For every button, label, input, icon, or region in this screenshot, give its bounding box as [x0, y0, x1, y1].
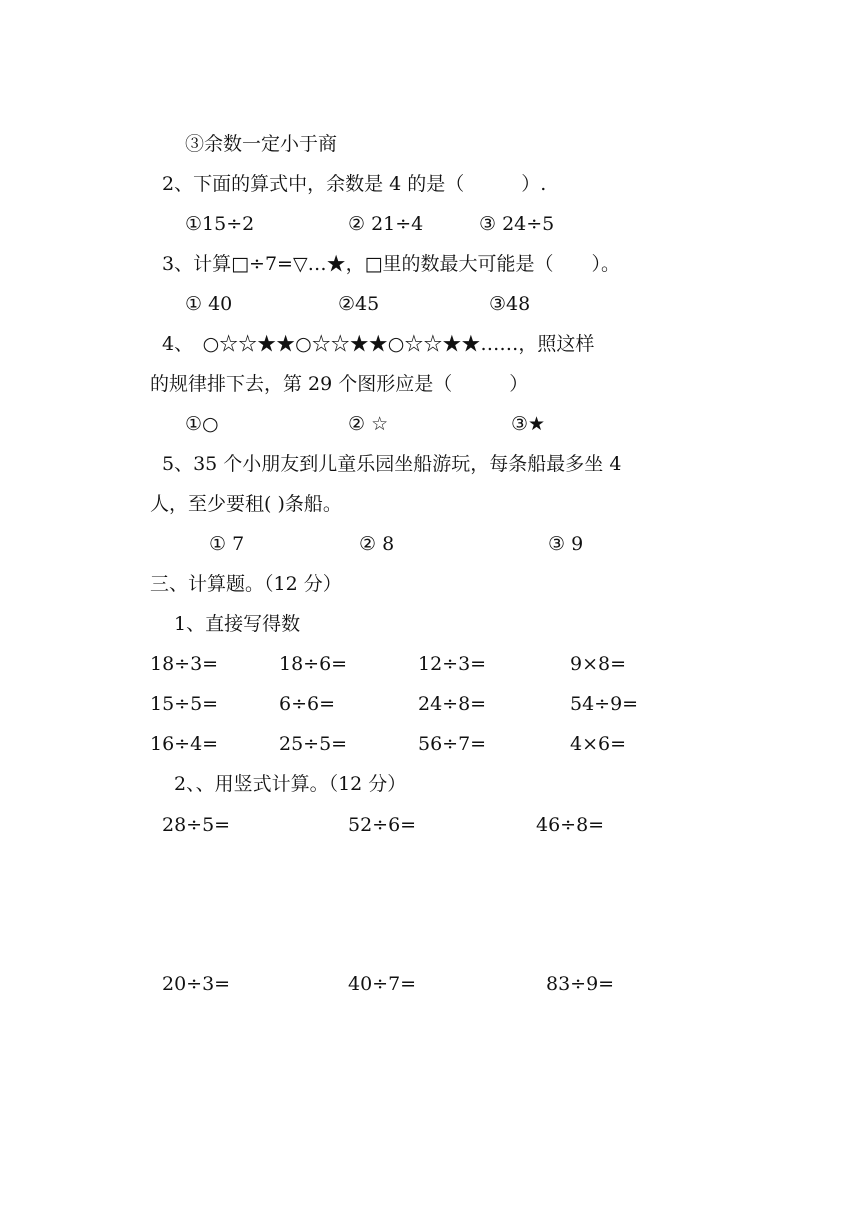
q1-option-3: ③余数一定小于商 [185, 133, 338, 155]
q3-option-1: ① 40 [185, 293, 233, 315]
vertical-calc-heading: 2、、用竖式计算。（12 分） [174, 773, 407, 795]
question-2: 2、下面的算式中，余数是 4 的是（ ）. [162, 173, 547, 195]
question-4: 4、 ○☆☆★★○☆☆★★○☆☆★★……，照这样 [162, 333, 595, 355]
q5-option-3: ③ 9 [548, 533, 584, 555]
vertical-item: 52÷6= [348, 814, 417, 836]
q3-option-3: ③48 [489, 293, 531, 315]
q2-option-1: ①15÷2 [185, 213, 255, 235]
oral-item: 25÷5= [279, 733, 348, 755]
oral-item: 56÷7= [418, 733, 487, 755]
oral-item: 4×6= [570, 733, 627, 755]
q3-option-2: ②45 [338, 293, 380, 315]
vertical-item: 40÷7= [348, 973, 417, 995]
question-4-continued: 的规律排下去，第 29 个图形应是（ ） [150, 373, 529, 395]
vertical-item: 28÷5= [162, 814, 231, 836]
q4-option-2: ② ☆ [348, 413, 389, 435]
oral-item: 18÷3= [150, 653, 219, 675]
vertical-item: 83÷9= [546, 973, 615, 995]
q5-option-2: ② 8 [359, 533, 395, 555]
oral-item: 54÷9= [570, 693, 639, 715]
oral-calc-heading: 1、直接写得数 [174, 613, 301, 635]
vertical-item: 46÷8= [536, 814, 605, 836]
question-5: 5、35 个小朋友到儿童乐园坐船游玩，每条船最多坐 4 [162, 453, 622, 475]
q4-option-3: ③★ [511, 413, 546, 435]
q5-option-1: ① 7 [209, 533, 245, 555]
q2-option-3: ③ 24÷5 [479, 213, 555, 235]
section-3-heading: 三、计算题。（12 分） [150, 573, 342, 595]
oral-item: 24÷8= [418, 693, 487, 715]
question-3: 3、计算□÷7=▽…★，□里的数最大可能是（ ）。 [162, 253, 621, 275]
oral-item: 12÷3= [418, 653, 487, 675]
q2-option-2: ② 21÷4 [348, 213, 424, 235]
oral-item: 18÷6= [279, 653, 348, 675]
oral-item: 9×8= [570, 653, 627, 675]
oral-item: 16÷4= [150, 733, 219, 755]
q4-option-1: ①○ [185, 413, 219, 435]
vertical-item: 20÷3= [162, 973, 231, 995]
oral-item: 6÷6= [279, 693, 336, 715]
question-5-continued: 人，至少要租( )条船。 [150, 493, 342, 515]
oral-item: 15÷5= [150, 693, 219, 715]
